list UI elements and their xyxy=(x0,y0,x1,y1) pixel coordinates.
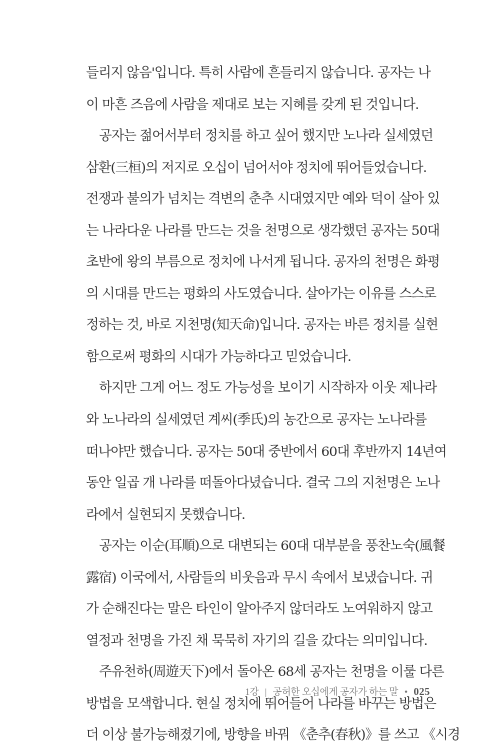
text-line: 더 이상 불가능해졌기에, 방향을 바꿔 《춘추(春秋)》를 쓰고 《시경 xyxy=(86,728,460,744)
text-line: 들리지 않음'입니다. 특히 사람에 흔들리지 않습니다. 공자는 나 xyxy=(86,66,431,81)
text-line: 공자는 이순(耳順)으로 대변되는 60대 대부분을 풍찬노숙(風餐 xyxy=(99,539,445,555)
text-line: 라에서 실현되지 못했습니다. xyxy=(86,507,245,523)
text-line: 이 마흔 즈음에 사람을 제대로 보는 지혜를 갖게 된 것입니다. xyxy=(86,97,419,113)
page-number: 025 xyxy=(413,687,430,698)
text-line: 함으로써 평화의 시대가 가능하다고 믿었습니다. xyxy=(86,349,351,365)
text-line: 삼환(三桓)의 저지로 오십이 넘어서야 정치에 뛰어들었습니다. xyxy=(86,160,427,176)
text-line: 초반에 왕의 부름으로 정치에 나서게 됩니다. 공자의 천명은 화평 xyxy=(86,255,440,271)
text-line: 방법을 모색합니다. 현실 정치에 뛰어들어 나라를 바꾸는 방법은 xyxy=(86,696,436,712)
chapter-title: 공허한 오십에게 공자가 하는 말 xyxy=(272,688,399,698)
text-line: 열정과 천명을 가진 채 묵묵히 자기의 길을 갔다는 의미입니다. xyxy=(86,633,428,649)
text-line: 정하는 것, 바로 지천명(知天命)입니다. 공자는 바른 정치를 실현 xyxy=(86,318,438,334)
text-line: 공자는 젊어서부터 정치를 하고 싶어 했지만 노나라 실세였던 xyxy=(99,129,433,145)
text-line: 와 노나라의 실세였던 계씨(季氏)의 농간으로 공자는 노나라를 xyxy=(86,413,427,429)
text-line: 의 시대를 만드는 평화의 사도였습니다. 살아가는 이유를 스스로 xyxy=(86,286,436,302)
text-line: 동안 일곱 개 나라를 떠돌아다녔습니다. 결국 그의 지천명은 노나 xyxy=(86,476,440,492)
text-line: 전쟁과 불의가 넘치는 격변의 춘추 시대였지만 예와 덕이 살아 있 xyxy=(86,192,440,208)
footer-dot: • xyxy=(404,688,408,698)
text-line: 가 순해진다는 말은 타인이 알아주지 않더라도 노여워하지 않고 xyxy=(86,602,433,618)
footer-separator: | xyxy=(264,688,267,698)
body-text xyxy=(86,62,460,756)
text-line: 떠나야만 했습니다. 공자는 50대 중반에서 60대 후반까지 14년여 xyxy=(86,444,447,460)
text-line: 하지만 그게 어느 정도 가능성을 보이기 시작하자 이웃 제나라 xyxy=(99,381,437,397)
text-line: 는 나라다운 나라를 만드는 것을 천명으로 생각했던 공자는 50대 xyxy=(86,223,440,239)
page-footer xyxy=(0,684,430,698)
text-line: 주유천하(周遊天下)에서 돌아온 68세 공자는 천명을 이룰 다른 xyxy=(99,665,444,681)
text-line: 露宿) 이국에서, 사람들의 비웃음과 무시 속에서 보냈습니다. 귀 xyxy=(86,570,433,586)
chapter-number: 1강 xyxy=(245,688,259,698)
